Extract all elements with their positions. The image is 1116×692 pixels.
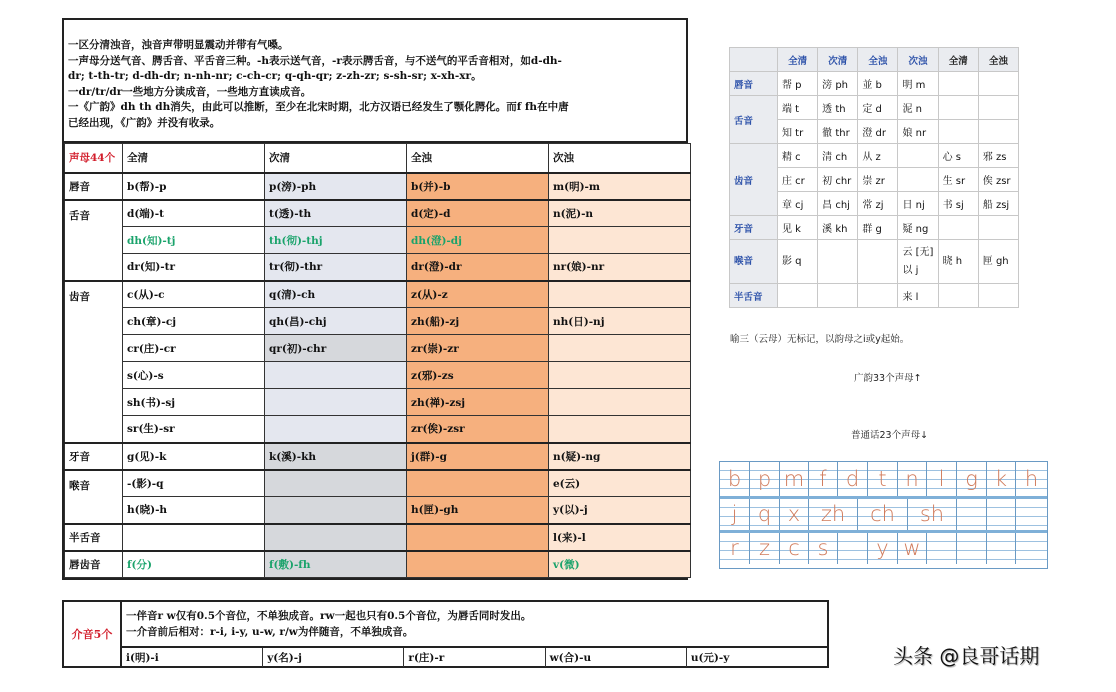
cell: f(敷)-fh — [265, 551, 407, 578]
cell — [265, 497, 407, 524]
cell: tr(彻)-thr — [265, 254, 407, 281]
cell: 邪 zs — [978, 144, 1018, 168]
cell: 日 nj — [898, 192, 938, 216]
cell: dh(澄)-dj — [407, 227, 549, 254]
cell: n(疑)-ng — [549, 443, 691, 470]
cell: v(微) — [549, 551, 691, 578]
cell: 並 b — [858, 72, 898, 96]
pinyin-cell: j — [720, 499, 750, 530]
cell — [265, 524, 407, 551]
cell: cr(庄)-cr — [123, 335, 265, 362]
pinyin-cell: l — [927, 462, 957, 496]
cell: z(从)-z — [407, 281, 549, 308]
cell: 云 [无] 以 j — [898, 240, 938, 284]
note-line: dr; t-th-tr; d-dh-dr; n-nh-nr; c-ch-cr; q-qh-qr; z-zh-zr; s-sh-sr; x-xh-xr。 — [68, 70, 482, 82]
cell: 透 th — [818, 96, 858, 120]
cell — [978, 120, 1018, 144]
pinyin-cell: c — [780, 533, 809, 564]
cell — [549, 335, 691, 362]
group-label: 舌音 — [65, 200, 123, 281]
cell: n(泥)-n — [549, 200, 691, 227]
desc-line: 一伴音r w仅有0.5个音位，不单独成音。rw一起也只有0.5个音位，为唇舌同时发出。 — [126, 610, 532, 622]
cell: m(明)-m — [549, 173, 691, 200]
table-row — [65, 362, 691, 389]
cell: i(明)-i — [126, 652, 159, 664]
pinyin-cell: h — [1024, 466, 1039, 491]
pinyin-cell — [838, 533, 868, 564]
table-row — [730, 72, 1019, 96]
col-header: 次清 — [265, 144, 407, 173]
cell — [265, 389, 407, 416]
pinyin-cell: zh — [809, 499, 858, 530]
cell: 明 m — [898, 72, 938, 96]
cell: 来 l — [898, 284, 938, 308]
pinyin-initials-grid — [719, 461, 1048, 569]
watermark: 头条 @良哥话期 — [893, 644, 1040, 668]
medials-row — [122, 648, 827, 667]
cell — [549, 389, 691, 416]
table-row — [730, 216, 1019, 240]
cell — [549, 416, 691, 443]
group-label: 喉音 — [65, 470, 123, 524]
row-header: 舌音 — [730, 96, 778, 144]
cell: 澄 dr — [858, 120, 898, 144]
row-header: 唇音 — [730, 72, 778, 96]
table-row — [65, 308, 691, 335]
guangyun-table — [729, 47, 1019, 308]
table-row — [65, 281, 691, 308]
cell — [407, 551, 549, 578]
table-row — [65, 416, 691, 443]
cell: zh(禅)-zsj — [407, 389, 549, 416]
cell: qh(昌)-chj — [265, 308, 407, 335]
cell: -(影)-q — [123, 470, 265, 497]
table-row — [730, 240, 1019, 284]
guangyun-count-caption: 广韵33个声母↑ — [854, 373, 922, 384]
table-row — [65, 173, 691, 200]
table-row — [65, 227, 691, 254]
cell: ch(章)-cj — [123, 308, 265, 335]
row-header: 喉音 — [730, 240, 778, 284]
table-row — [65, 551, 691, 578]
cell — [407, 470, 549, 497]
header-row — [730, 48, 1019, 72]
cell: f(分) — [123, 551, 265, 578]
note-line: 一《广韵》dh th dh消失，由此可以推断，至少在北宋时期，北方汉语已经发生了颚化腭化。而f fh在中唐 — [68, 101, 569, 113]
table-row — [65, 497, 691, 524]
table-row — [65, 443, 691, 470]
pinyin-cell: d — [838, 462, 868, 496]
col-header: 全浊 — [858, 48, 898, 72]
col-header: 次浊 — [898, 48, 938, 72]
initials-table — [62, 18, 688, 580]
cell: b(帮)-p — [123, 173, 265, 200]
cell: zr(崇)-zr — [407, 335, 549, 362]
cell: g(见)-k — [123, 443, 265, 470]
cell: 生 sr — [938, 168, 978, 192]
cell — [858, 240, 898, 284]
cell: dr(知)-tr — [123, 254, 265, 281]
notes-block — [64, 20, 686, 143]
cell: u(元)-y — [686, 648, 827, 667]
table-row — [730, 96, 1019, 120]
cell: 知 tr — [778, 120, 818, 144]
table-row — [65, 200, 691, 227]
note-line: 一dr/tr/dr一些地方分读成音，一些地方直读成音。 — [68, 85, 312, 98]
cell — [549, 281, 691, 308]
cell: 精 c — [778, 144, 818, 168]
cell: 心 s — [938, 144, 978, 168]
row-header: 齿音 — [730, 144, 778, 216]
col-header: 次清 — [818, 48, 858, 72]
cell: j(群)-g — [407, 443, 549, 470]
cell: 晓 h — [938, 240, 978, 284]
cell: qr(初)-chr — [265, 335, 407, 362]
pinyin-row — [720, 496, 1047, 530]
group-label: 齿音 — [65, 281, 123, 443]
cell: w(合)-u — [545, 648, 686, 667]
pinyin-cell — [957, 499, 987, 530]
pinyin-cell: r — [720, 533, 750, 564]
pinyin-cell — [1016, 499, 1047, 530]
pinyin-cell: k — [987, 462, 1016, 496]
cell: 溪 kh — [818, 216, 858, 240]
pinyin-cell — [1016, 533, 1047, 564]
row-header: 半舌音 — [730, 284, 778, 308]
cell: 从 z — [858, 144, 898, 168]
cell: d(端)-t — [123, 200, 265, 227]
cell — [549, 362, 691, 389]
pinyin-cell: t — [868, 462, 898, 496]
cell: 俟 zsr — [978, 168, 1018, 192]
header-row — [65, 144, 691, 173]
cell: 帮 p — [778, 72, 818, 96]
table-row — [65, 470, 691, 497]
cell: c(从)-c — [123, 281, 265, 308]
pinyin-cell: f — [809, 462, 838, 496]
pinyin-cell — [987, 499, 1016, 530]
cell — [978, 284, 1018, 308]
cell: q(清)-ch — [265, 281, 407, 308]
cell: d(定)-d — [407, 200, 549, 227]
cell — [898, 144, 938, 168]
cell: sr(生)-sr — [123, 416, 265, 443]
group-label: 半舌音 — [65, 524, 123, 551]
cell: b(并)-b — [407, 173, 549, 200]
note-line: 一区分清浊音，浊音声带明显震动并带有气嗓。 — [68, 39, 289, 51]
pinyin-cell: n — [898, 462, 927, 496]
cell: 清 ch — [818, 144, 858, 168]
pinyin-cell — [927, 533, 957, 564]
cell: 昌 chj — [818, 192, 858, 216]
pinyin-cell: s — [809, 533, 838, 564]
pinyin-row — [720, 530, 1047, 564]
table-row — [730, 144, 1019, 168]
cell: 章 cj — [778, 192, 818, 216]
pinyin-row — [720, 462, 1047, 496]
cell — [818, 240, 858, 284]
note-line: 已经出现，《广韵》并没有收录。 — [68, 116, 221, 129]
cell — [407, 524, 549, 551]
table-row — [730, 284, 1019, 308]
table-row — [65, 524, 691, 551]
medials-table — [62, 600, 829, 668]
cell: 泥 n — [898, 96, 938, 120]
desc-line: 一介音前后相对：r-i, i-y, u-w, r/w为伴随音，不单独成音。 — [126, 626, 414, 638]
cell: r(庄)-r — [403, 648, 544, 667]
cell — [938, 96, 978, 120]
cell: 常 zj — [858, 192, 898, 216]
pinyin-cell: m — [780, 462, 809, 496]
cell — [978, 72, 1018, 96]
cell: z(邪)-zs — [407, 362, 549, 389]
cell — [265, 470, 407, 497]
initials-grid — [64, 143, 691, 578]
cell: 见 k — [778, 216, 818, 240]
cell: e(云) — [549, 470, 691, 497]
group-label: 唇齿音 — [65, 551, 123, 578]
group-label: 牙音 — [65, 443, 123, 470]
cell: y(名)-j — [262, 648, 403, 667]
col-header: 全清 — [938, 48, 978, 72]
cell: 初 chr — [818, 168, 858, 192]
table-row — [65, 335, 691, 362]
medials-label: 介音5个 — [64, 602, 122, 666]
cell: s(心)-s — [123, 362, 265, 389]
cell — [818, 284, 858, 308]
pinyin-cell: b — [720, 462, 750, 496]
cell: dh(知)-tj — [123, 227, 265, 254]
cell — [898, 168, 938, 192]
table-row — [65, 389, 691, 416]
cell: 船 zsj — [978, 192, 1018, 216]
cell: p(滂)-ph — [265, 173, 407, 200]
cell: 庄 cr — [778, 168, 818, 192]
cell — [858, 284, 898, 308]
corner-cell — [730, 48, 778, 72]
col-header: 全浊 — [407, 144, 549, 173]
cell — [978, 216, 1018, 240]
pinyin-cell: sh — [908, 499, 957, 530]
col-header: 全清 — [123, 144, 265, 173]
pinyin-cell: p — [750, 462, 780, 496]
pinyin-cell: y — [868, 533, 898, 564]
cell — [778, 284, 818, 308]
pinyin-cell: q — [750, 499, 780, 530]
cell: t(透)-th — [265, 200, 407, 227]
cell: 端 t — [778, 96, 818, 120]
cell: y(以)-j — [549, 497, 691, 524]
group-label: 唇音 — [65, 173, 123, 200]
cell: 书 sj — [938, 192, 978, 216]
table-row — [65, 254, 691, 281]
cell: nr(娘)-nr — [549, 254, 691, 281]
pinyin-cell: x — [780, 499, 809, 530]
count-label: 声母44个 — [65, 144, 123, 173]
col-header: 全浊 — [978, 48, 1018, 72]
cell: l(来)-l — [549, 524, 691, 551]
pinyin-cell — [957, 533, 987, 564]
cell: 娘 nr — [898, 120, 938, 144]
cell: zr(俟)-zsr — [407, 416, 549, 443]
pinyin-cell: ch — [858, 499, 908, 530]
cell: 滂 ph — [818, 72, 858, 96]
cell: 群 g — [858, 216, 898, 240]
cell: sh(书)-sj — [123, 389, 265, 416]
cell: h(晓)-h — [123, 497, 265, 524]
cell: k(溪)-kh — [265, 443, 407, 470]
cell: 疑 ng — [898, 216, 938, 240]
cell: 影 q — [778, 240, 818, 284]
cell: 崇 zr — [858, 168, 898, 192]
col-header: 次浊 — [549, 144, 691, 173]
cell: zh(船)-zj — [407, 308, 549, 335]
cell — [938, 120, 978, 144]
cell: 徹 thr — [818, 120, 858, 144]
pinyin-cell: w — [898, 533, 927, 564]
medials-description — [122, 602, 827, 648]
cell — [265, 362, 407, 389]
mandarin-count-caption: 普通话23个声母↓ — [851, 430, 929, 441]
cell: dr(澄)-dr — [407, 254, 549, 281]
cell: h(匣)-gh — [407, 497, 549, 524]
cell — [265, 416, 407, 443]
cell: 定 d — [858, 96, 898, 120]
cell — [938, 72, 978, 96]
cell: nh(日)-nj — [549, 308, 691, 335]
cell: 匣 gh — [978, 240, 1018, 284]
cell — [549, 227, 691, 254]
cell — [938, 216, 978, 240]
note-line: 一声母分送气音、腭舌音、平舌音三种。-h表示送气音，-r表示腭舌音，与不送气的平舌音相对，如d-dh- — [68, 54, 562, 67]
cell — [938, 284, 978, 308]
pinyin-cell: g — [957, 462, 987, 496]
yun-mother-note: 喻三（云母）无标记，以韵母之i或y起始。 — [730, 334, 910, 345]
cell — [978, 96, 1018, 120]
pinyin-cell — [987, 533, 1016, 564]
cell — [123, 524, 265, 551]
row-header: 牙音 — [730, 216, 778, 240]
pinyin-cell: z — [750, 533, 780, 564]
cell: th(彻)-thj — [265, 227, 407, 254]
col-header: 全清 — [778, 48, 818, 72]
